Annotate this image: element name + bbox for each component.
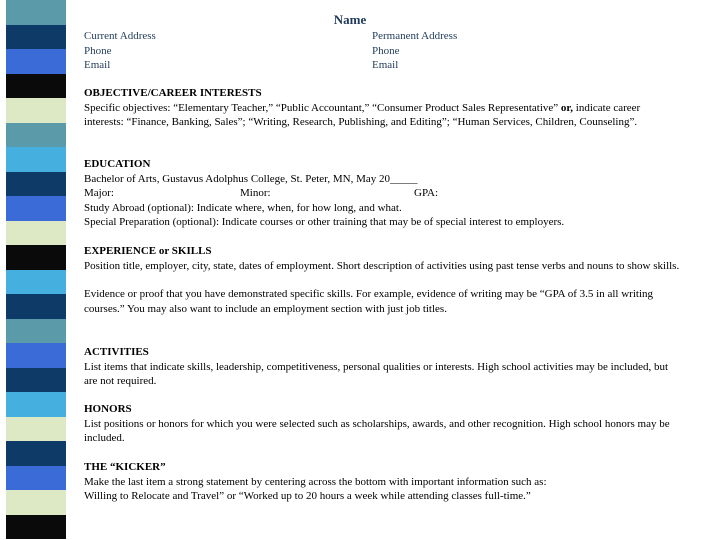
current-address-label: Current Address: [84, 30, 156, 42]
kicker-line-2: Willing to Relocate and Travel” or “Worked up to 20 hours a week while attending classes full-time.”: [84, 490, 531, 502]
objective-section: [84, 86, 680, 130]
strip-block: [6, 245, 66, 270]
kicker-section: [84, 460, 680, 504]
objective-or: or,: [560, 101, 574, 114]
strip-block: [6, 74, 66, 99]
honors-heading: HONORS: [84, 403, 132, 415]
experience-description: Position title, employer, city, state, dates of employment. Short description of activities using past tense verbs and nouns to show skills.: [84, 259, 680, 272]
permanent-address-block: [372, 29, 457, 73]
activities-heading: ACTIVITIES: [84, 346, 149, 358]
strip-block: [6, 368, 66, 393]
strip-block: [6, 515, 66, 540]
minor-label: Minor:: [240, 187, 271, 199]
education-study-abroad: Study Abroad (optional): Indicate where, when, for how long, and what.: [84, 201, 402, 214]
experience-heading: EXPERIENCE or SKILLS: [84, 245, 212, 257]
strip-block: [6, 147, 66, 172]
education-special-preparation: Special Preparation (optional): Indicate courses or other training that may be of special interest to employers.: [84, 216, 565, 228]
gpa-label: GPA:: [414, 187, 439, 199]
strip-block: [6, 490, 66, 515]
strip-block: [6, 343, 66, 368]
strip-block: [6, 417, 66, 442]
education-heading: EDUCATION: [84, 158, 151, 170]
honors-body: List positions or honors for which you were selected such as scholarships, awards, and other recognition. High school honors may be included.: [84, 417, 670, 444]
strip-block: [6, 172, 66, 197]
objective-heading: OBJECTIVE/CAREER INTERESTS: [84, 87, 262, 99]
activities-body: List items that indicate skills, leadership, competitiveness, personal qualities or interests. High school activities may be included, but are not required.: [84, 360, 669, 387]
strip-block: [6, 319, 66, 344]
major-label: Major:: [84, 187, 114, 199]
strip-block: [6, 25, 66, 50]
strip-block: [6, 392, 66, 417]
permanent-email-label: Email: [372, 59, 399, 71]
strip-block: [6, 0, 66, 25]
strip-block: [6, 98, 66, 123]
activities-section: [84, 345, 680, 389]
kicker-line-1: Make the last item a strong statement by centering across the bottom with important information such as:: [84, 475, 547, 488]
honors-section: [84, 402, 680, 446]
strip-block: [6, 221, 66, 246]
permanent-phone-label: Phone: [372, 44, 400, 57]
strip-block: [6, 123, 66, 148]
strip-block: [6, 441, 66, 466]
strip-block: [6, 196, 66, 221]
objective-text-end: indicate career interests: “Finance, Banking, Sales”; “Writing, Research, Publishing, and Editing”; “Human Services, Children, Counseling”.: [84, 101, 641, 128]
current-phone-label: Phone: [84, 44, 112, 57]
objective-body: [84, 101, 680, 130]
education-major-row: [84, 186, 680, 201]
strip-block: [6, 49, 66, 74]
experience-section: [84, 244, 680, 316]
permanent-address-label: Permanent Address: [372, 30, 458, 42]
current-address-block: [84, 29, 156, 73]
strip-block: [6, 294, 66, 319]
kicker-heading: THE “KICKER”: [84, 461, 166, 473]
experience-evidence: Evidence or proof that you have demonstrated specific skills. For example, evidence of writing may be “GPA of 3.5 in all writing courses.” You may also want to include an employment section with just job titles.: [84, 288, 654, 315]
resume-name: Name: [333, 12, 367, 27]
education-section: [84, 157, 680, 230]
objective-text-start: Specific objectives: “Elementary Teacher,” “Public Accountant,” “Consumer Product Sales Representative”: [84, 101, 559, 114]
current-email-label: Email: [84, 59, 111, 71]
strip-block: [6, 270, 66, 295]
education-degree: Bachelor of Arts, Gustavus Adolphus College, St. Peter, MN, May 20_____: [84, 172, 418, 185]
strip-block: [6, 466, 66, 491]
decorative-color-strip: [0, 0, 72, 540]
